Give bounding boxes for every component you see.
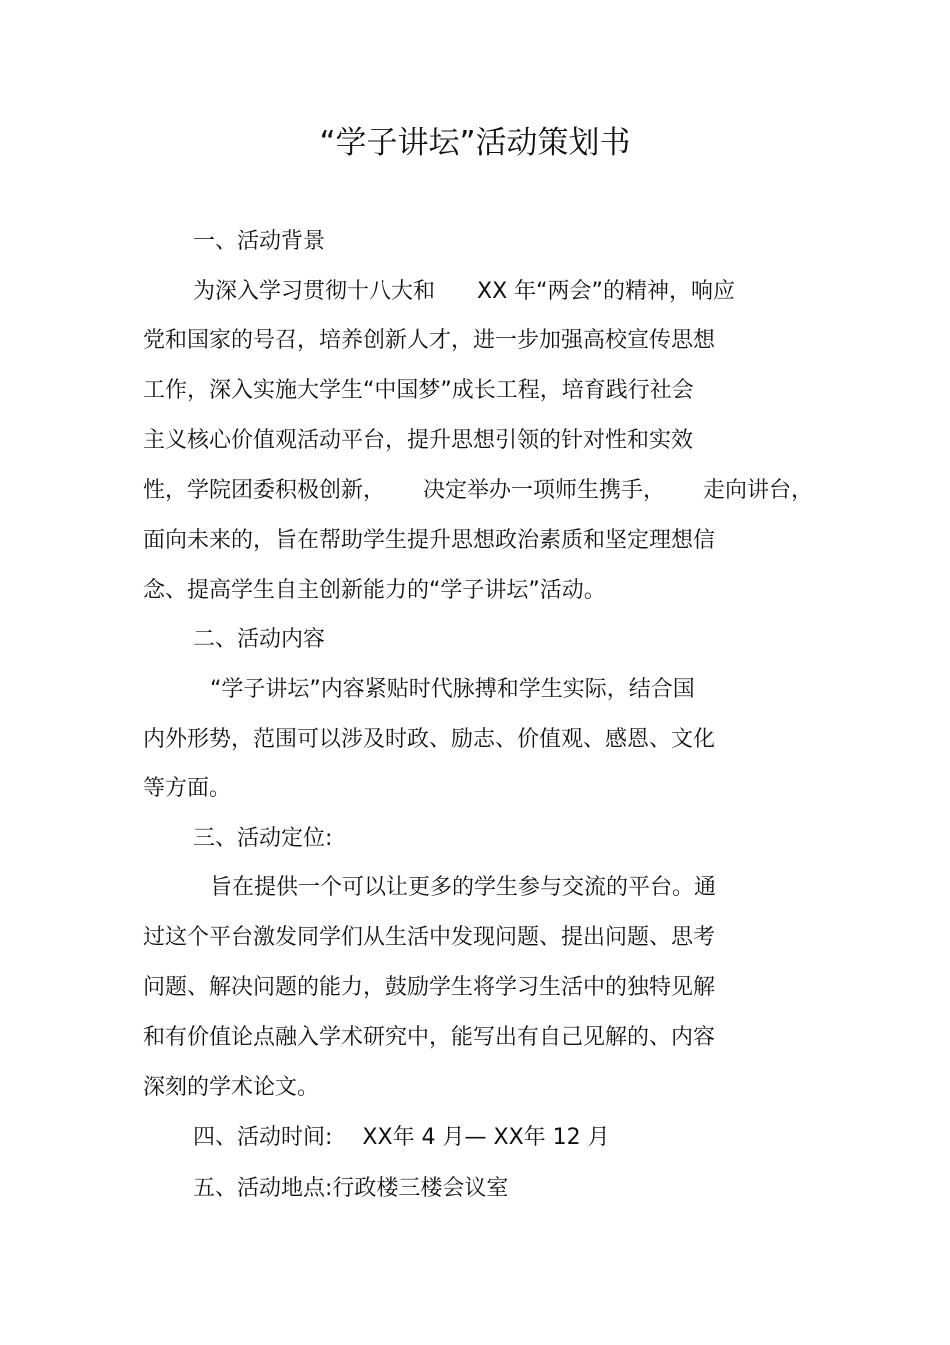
- paragraph-line: 内外形势，范围可以涉及时政、励志、价值观、感恩、文化: [143, 727, 716, 752]
- section-heading-time: 四、活动时间:: [193, 1125, 333, 1150]
- paragraph-line: 深刻的学术论文。: [143, 1075, 320, 1100]
- paragraph-line: 问题、解决问题的能力，鼓励学生将学习生活中的独特见解: [143, 975, 716, 1000]
- section-heading-background: 一、活动背景: [193, 229, 326, 254]
- activity-time-value: XX年 4 月— XX年 12 月: [362, 1125, 610, 1150]
- paragraph-line: “学子讲坛”内容紧贴时代脉搏和学生实际，结合国: [210, 677, 695, 702]
- section-location: [193, 1172, 508, 1206]
- text-segment: 为深入学习贯彻十八大和: [193, 279, 436, 304]
- document-title: “学子讲坛”活动策划书: [319, 125, 631, 161]
- paragraph-line: 过这个平台激发同学们从生活中发现问题、提出问题、思考: [143, 925, 716, 950]
- section-heading-location: 五、活动地点:: [193, 1176, 333, 1201]
- text-segment: 决定举办一项师生携手，: [423, 478, 666, 503]
- paragraph-line: 旨在提供一个可以让更多的学生参与交流的平台。通: [210, 875, 717, 900]
- section-heading-positioning: 三、活动定位:: [193, 826, 333, 851]
- text-segment: 走向讲台，: [703, 478, 814, 503]
- paragraph-line: [143, 474, 813, 508]
- paragraph-line: 面向未来的，旨在帮助学生提升思想政治素质和坚定理想信: [143, 528, 716, 553]
- paragraph-line: 念、提高学生自主创新能力的“学子讲坛”活动。: [143, 578, 606, 603]
- paragraph-line: 主义核心价值观活动平台，提升思想引领的针对性和实效: [143, 428, 694, 453]
- paragraph-line: 工作，深入实施大学生“中国梦”成长工程，培育践行社会: [143, 378, 694, 403]
- paragraph-line: 和有价值论点融入学术研究中，能写出有自己见解的、内容: [143, 1025, 716, 1050]
- text-segment: 性，学院团委积极创新，: [143, 478, 386, 503]
- activity-location-value: 行政楼三楼会议室: [332, 1176, 509, 1201]
- paragraph-line: 等方面。: [143, 776, 232, 801]
- section-time: [193, 1121, 610, 1155]
- paragraph-line: [193, 275, 735, 309]
- text-segment: XX 年“两会”的精神，响应: [477, 279, 735, 304]
- paragraph-line: 党和国家的号召，培养创新人才，进一步加强高校宣传思想: [143, 328, 716, 353]
- section-heading-content: 二、活动内容: [193, 627, 326, 652]
